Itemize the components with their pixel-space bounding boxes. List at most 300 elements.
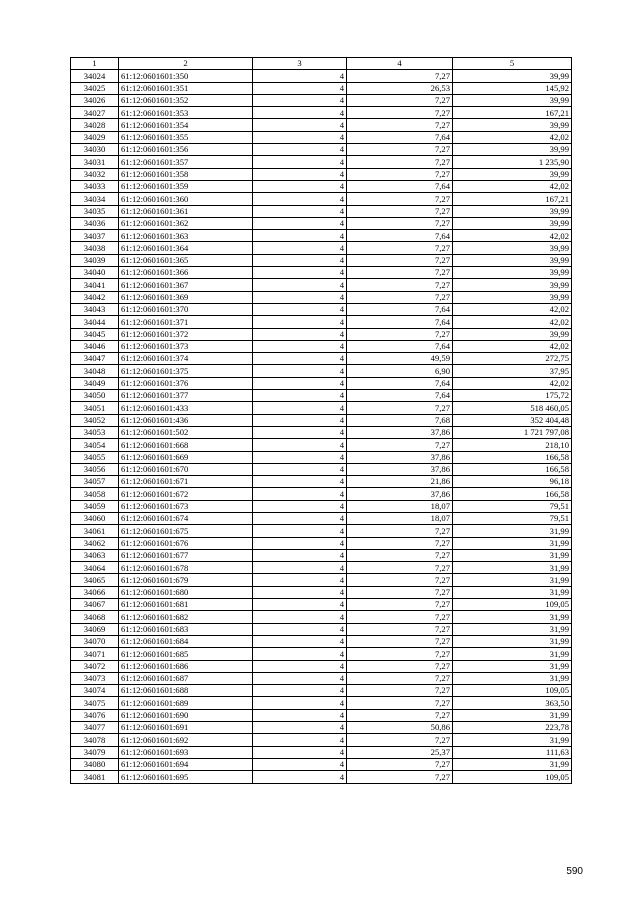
cadastral-number: 61:12:0601601:352 <box>119 94 253 106</box>
table-row <box>71 537 572 549</box>
amount-value: 96,18 <box>453 476 572 488</box>
row-number: 34072 <box>71 660 119 672</box>
table-row <box>71 709 572 721</box>
category-value: 4 <box>253 685 347 697</box>
row-number: 34056 <box>71 463 119 475</box>
cadastral-number: 61:12:0601601:359 <box>119 180 253 192</box>
row-number: 34081 <box>71 771 119 783</box>
rate-value: 7,27 <box>347 574 453 586</box>
rate-value: 7,27 <box>347 611 453 623</box>
cadastral-number: 61:12:0601601:691 <box>119 722 253 734</box>
rate-value: 7,64 <box>347 230 453 242</box>
row-number: 34055 <box>71 451 119 463</box>
amount-value: 79,51 <box>453 500 572 512</box>
rate-value: 7,27 <box>347 537 453 549</box>
row-number: 34048 <box>71 365 119 377</box>
rate-value: 7,27 <box>347 599 453 611</box>
cadastral-number: 61:12:0601601:692 <box>119 734 253 746</box>
table-row <box>71 648 572 660</box>
row-number: 34077 <box>71 722 119 734</box>
row-number: 34041 <box>71 279 119 291</box>
rate-value: 7,27 <box>347 402 453 414</box>
table-row <box>71 107 572 119</box>
category-value: 4 <box>253 119 347 131</box>
row-number: 34044 <box>71 316 119 328</box>
category-value: 4 <box>253 488 347 500</box>
cadastral-number: 61:12:0601601:358 <box>119 168 253 180</box>
data-table <box>70 57 572 784</box>
cadastral-number: 61:12:0601601:366 <box>119 267 253 279</box>
cadastral-number: 61:12:0601601:376 <box>119 377 253 389</box>
category-value: 4 <box>253 242 347 254</box>
amount-value: 109,05 <box>453 771 572 783</box>
rate-value: 7,68 <box>347 414 453 426</box>
category-value: 4 <box>253 525 347 537</box>
category-value: 4 <box>253 414 347 426</box>
rate-value: 7,27 <box>347 525 453 537</box>
row-number: 34028 <box>71 119 119 131</box>
amount-value: 166,58 <box>453 463 572 475</box>
row-number: 34033 <box>71 180 119 192</box>
amount-value: 39,99 <box>453 205 572 217</box>
category-value: 4 <box>253 230 347 242</box>
amount-value: 352 404,48 <box>453 414 572 426</box>
table-row <box>71 586 572 598</box>
cadastral-number: 61:12:0601601:354 <box>119 119 253 131</box>
table-row <box>71 340 572 352</box>
row-number: 34029 <box>71 131 119 143</box>
column-header-3: 3 <box>253 58 347 70</box>
category-value: 4 <box>253 623 347 635</box>
cadastral-number: 61:12:0601601:362 <box>119 217 253 229</box>
cadastral-number: 61:12:0601601:367 <box>119 279 253 291</box>
cadastral-number: 61:12:0601601:356 <box>119 144 253 156</box>
row-number: 34053 <box>71 426 119 438</box>
row-number: 34024 <box>71 70 119 82</box>
rate-value: 7,64 <box>347 131 453 143</box>
amount-value: 175,72 <box>453 390 572 402</box>
cadastral-number: 61:12:0601601:502 <box>119 426 253 438</box>
amount-value: 42,02 <box>453 131 572 143</box>
category-value: 4 <box>253 574 347 586</box>
row-number: 34069 <box>71 623 119 635</box>
category-value: 4 <box>253 586 347 598</box>
row-number: 34049 <box>71 377 119 389</box>
cadastral-number: 61:12:0601601:433 <box>119 402 253 414</box>
table-row <box>71 70 572 82</box>
table-row <box>71 279 572 291</box>
row-number: 34060 <box>71 512 119 524</box>
table-row <box>71 512 572 524</box>
category-value: 4 <box>253 512 347 524</box>
row-number: 34040 <box>71 267 119 279</box>
category-value: 4 <box>253 377 347 389</box>
rate-value: 37,86 <box>347 426 453 438</box>
cadastral-number: 61:12:0601601:361 <box>119 205 253 217</box>
row-number: 34073 <box>71 672 119 684</box>
amount-value: 145,92 <box>453 82 572 94</box>
category-value: 4 <box>253 131 347 143</box>
amount-value: 39,99 <box>453 168 572 180</box>
row-number: 34039 <box>71 254 119 266</box>
amount-value: 31,99 <box>453 623 572 635</box>
rate-value: 7,64 <box>347 340 453 352</box>
cadastral-number: 61:12:0601601:369 <box>119 291 253 303</box>
amount-value: 42,02 <box>453 316 572 328</box>
table-row <box>71 205 572 217</box>
table-row <box>71 328 572 340</box>
row-number: 34045 <box>71 328 119 340</box>
amount-value: 166,58 <box>453 451 572 463</box>
rate-value: 7,27 <box>347 697 453 709</box>
amount-value: 272,75 <box>453 353 572 365</box>
amount-value: 42,02 <box>453 377 572 389</box>
amount-value: 39,99 <box>453 242 572 254</box>
category-value: 4 <box>253 500 347 512</box>
amount-value: 31,99 <box>453 734 572 746</box>
row-number: 34068 <box>71 611 119 623</box>
row-number: 34025 <box>71 82 119 94</box>
table-row <box>71 562 572 574</box>
category-value: 4 <box>253 476 347 488</box>
amount-value: 79,51 <box>453 512 572 524</box>
table-row <box>71 463 572 475</box>
table-row <box>71 353 572 365</box>
cadastral-number: 61:12:0601601:676 <box>119 537 253 549</box>
amount-value: 31,99 <box>453 648 572 660</box>
rate-value: 7,27 <box>347 107 453 119</box>
cadastral-number: 61:12:0601601:364 <box>119 242 253 254</box>
rate-value: 7,27 <box>347 672 453 684</box>
table-row <box>71 574 572 586</box>
rate-value: 7,27 <box>347 94 453 106</box>
amount-value: 42,02 <box>453 180 572 192</box>
cadastral-number: 61:12:0601601:357 <box>119 156 253 168</box>
amount-value: 37,95 <box>453 365 572 377</box>
rate-value: 7,27 <box>347 623 453 635</box>
category-value: 4 <box>253 70 347 82</box>
amount-value: 42,02 <box>453 230 572 242</box>
category-value: 4 <box>253 254 347 266</box>
rate-value: 7,27 <box>347 586 453 598</box>
table-row <box>71 697 572 709</box>
amount-value: 39,99 <box>453 254 572 266</box>
cadastral-number: 61:12:0601601:695 <box>119 771 253 783</box>
category-value: 4 <box>253 291 347 303</box>
category-value: 4 <box>253 648 347 660</box>
rate-value: 25,37 <box>347 746 453 758</box>
rate-value: 50,86 <box>347 722 453 734</box>
row-number: 34046 <box>71 340 119 352</box>
cadastral-number: 61:12:0601601:371 <box>119 316 253 328</box>
table-row <box>71 119 572 131</box>
category-value: 4 <box>253 180 347 192</box>
amount-value: 223,78 <box>453 722 572 734</box>
row-number: 34067 <box>71 599 119 611</box>
table-row <box>71 451 572 463</box>
cadastral-number: 61:12:0601601:670 <box>119 463 253 475</box>
category-value: 4 <box>253 746 347 758</box>
amount-value: 31,99 <box>453 574 572 586</box>
rate-value: 7,27 <box>347 267 453 279</box>
table-row <box>71 476 572 488</box>
amount-value: 31,99 <box>453 758 572 770</box>
table-row <box>71 611 572 623</box>
cadastral-number: 61:12:0601601:669 <box>119 451 253 463</box>
cadastral-number: 61:12:0601601:688 <box>119 685 253 697</box>
category-value: 4 <box>253 168 347 180</box>
amount-value: 42,02 <box>453 340 572 352</box>
row-number: 34064 <box>71 562 119 574</box>
row-number: 34080 <box>71 758 119 770</box>
rate-value: 7,27 <box>347 635 453 647</box>
amount-value: 218,10 <box>453 439 572 451</box>
table-row <box>71 685 572 697</box>
row-number: 34042 <box>71 291 119 303</box>
category-value: 4 <box>253 328 347 340</box>
amount-value: 109,05 <box>453 599 572 611</box>
table-row <box>71 549 572 561</box>
category-value: 4 <box>253 353 347 365</box>
cadastral-number: 61:12:0601601:668 <box>119 439 253 451</box>
category-value: 4 <box>253 426 347 438</box>
row-number: 34037 <box>71 230 119 242</box>
row-number: 34079 <box>71 746 119 758</box>
row-number: 34032 <box>71 168 119 180</box>
rate-value: 18,07 <box>347 512 453 524</box>
cadastral-number: 61:12:0601601:360 <box>119 193 253 205</box>
category-value: 4 <box>253 107 347 119</box>
amount-value: 31,99 <box>453 660 572 672</box>
table-row <box>71 635 572 647</box>
category-value: 4 <box>253 156 347 168</box>
amount-value: 167,21 <box>453 107 572 119</box>
cadastral-number: 61:12:0601601:678 <box>119 562 253 574</box>
rate-value: 6,90 <box>347 365 453 377</box>
cadastral-number: 61:12:0601601:687 <box>119 672 253 684</box>
category-value: 4 <box>253 82 347 94</box>
rate-value: 7,27 <box>347 279 453 291</box>
rate-value: 7,27 <box>347 144 453 156</box>
cadastral-number: 61:12:0601601:690 <box>119 709 253 721</box>
cadastral-number: 61:12:0601601:685 <box>119 648 253 660</box>
category-value: 4 <box>253 340 347 352</box>
category-value: 4 <box>253 758 347 770</box>
category-value: 4 <box>253 697 347 709</box>
rate-value: 7,27 <box>347 328 453 340</box>
table-row <box>71 414 572 426</box>
category-value: 4 <box>253 549 347 561</box>
cadastral-number: 61:12:0601601:673 <box>119 500 253 512</box>
rate-value: 7,27 <box>347 70 453 82</box>
row-number: 34075 <box>71 697 119 709</box>
table-row <box>71 390 572 402</box>
row-number: 34074 <box>71 685 119 697</box>
category-value: 4 <box>253 709 347 721</box>
table-row <box>71 94 572 106</box>
category-value: 4 <box>253 562 347 574</box>
table-row <box>71 525 572 537</box>
cadastral-number: 61:12:0601601:375 <box>119 365 253 377</box>
cadastral-number: 61:12:0601601:680 <box>119 586 253 598</box>
category-value: 4 <box>253 94 347 106</box>
amount-value: 166,58 <box>453 488 572 500</box>
rate-value: 49,59 <box>347 353 453 365</box>
table-row <box>71 242 572 254</box>
cadastral-number: 61:12:0601601:374 <box>119 353 253 365</box>
table-row <box>71 168 572 180</box>
cadastral-number: 61:12:0601601:694 <box>119 758 253 770</box>
cadastral-number: 61:12:0601601:684 <box>119 635 253 647</box>
rate-value: 7,27 <box>347 562 453 574</box>
table-row <box>71 156 572 168</box>
row-number: 34057 <box>71 476 119 488</box>
page-number: 590 <box>566 866 583 877</box>
category-value: 4 <box>253 303 347 315</box>
cadastral-number: 61:12:0601601:350 <box>119 70 253 82</box>
rate-value: 7,27 <box>347 685 453 697</box>
cadastral-number: 61:12:0601601:682 <box>119 611 253 623</box>
amount-value: 31,99 <box>453 562 572 574</box>
cadastral-number: 61:12:0601601:681 <box>119 599 253 611</box>
table-row <box>71 303 572 315</box>
table-row <box>71 771 572 783</box>
category-value: 4 <box>253 193 347 205</box>
category-value: 4 <box>253 599 347 611</box>
column-header-1: 1 <box>71 58 119 70</box>
table-row <box>71 217 572 229</box>
row-number: 34034 <box>71 193 119 205</box>
table-row <box>71 500 572 512</box>
column-header-2: 2 <box>119 58 253 70</box>
table-row <box>71 402 572 414</box>
row-number: 34058 <box>71 488 119 500</box>
cadastral-number: 61:12:0601601:365 <box>119 254 253 266</box>
rate-value: 7,27 <box>347 549 453 561</box>
rate-value: 21,86 <box>347 476 453 488</box>
rate-value: 7,64 <box>347 390 453 402</box>
rate-value: 7,27 <box>347 205 453 217</box>
rate-value: 7,27 <box>347 168 453 180</box>
category-value: 4 <box>253 316 347 328</box>
category-value: 4 <box>253 611 347 623</box>
table-row <box>71 672 572 684</box>
cadastral-number: 61:12:0601601:674 <box>119 512 253 524</box>
rate-value: 7,27 <box>347 758 453 770</box>
amount-value: 31,99 <box>453 586 572 598</box>
category-value: 4 <box>253 451 347 463</box>
table-row <box>71 144 572 156</box>
cadastral-number: 61:12:0601601:679 <box>119 574 253 586</box>
rate-value: 37,86 <box>347 488 453 500</box>
table-row <box>71 82 572 94</box>
category-value: 4 <box>253 672 347 684</box>
table-body <box>71 70 572 783</box>
category-value: 4 <box>253 722 347 734</box>
rate-value: 7,64 <box>347 303 453 315</box>
table-row <box>71 734 572 746</box>
amount-value: 39,99 <box>453 291 572 303</box>
amount-value: 31,99 <box>453 525 572 537</box>
row-number: 34031 <box>71 156 119 168</box>
row-number: 34038 <box>71 242 119 254</box>
table-row <box>71 316 572 328</box>
column-header-5: 5 <box>453 58 572 70</box>
rate-value: 7,64 <box>347 316 453 328</box>
cadastral-number: 61:12:0601601:683 <box>119 623 253 635</box>
row-number: 34063 <box>71 549 119 561</box>
category-value: 4 <box>253 267 347 279</box>
row-number: 34051 <box>71 402 119 414</box>
table-row <box>71 254 572 266</box>
rate-value: 37,86 <box>347 451 453 463</box>
table-row <box>71 758 572 770</box>
rate-value: 7,27 <box>347 254 453 266</box>
rate-value: 7,27 <box>347 156 453 168</box>
amount-value: 39,99 <box>453 328 572 340</box>
row-number: 34035 <box>71 205 119 217</box>
cadastral-number: 61:12:0601601:353 <box>119 107 253 119</box>
row-number: 34026 <box>71 94 119 106</box>
amount-value: 31,99 <box>453 549 572 561</box>
amount-value: 39,99 <box>453 144 572 156</box>
amount-value: 363,50 <box>453 697 572 709</box>
table-row <box>71 291 572 303</box>
row-number: 34043 <box>71 303 119 315</box>
row-number: 34065 <box>71 574 119 586</box>
cadastral-number: 61:12:0601601:672 <box>119 488 253 500</box>
table-row <box>71 660 572 672</box>
row-number: 34078 <box>71 734 119 746</box>
cadastral-number: 61:12:0601601:686 <box>119 660 253 672</box>
table-row <box>71 722 572 734</box>
table-row <box>71 377 572 389</box>
table-row <box>71 180 572 192</box>
category-value: 4 <box>253 205 347 217</box>
rate-value: 7,27 <box>347 217 453 229</box>
table-row <box>71 131 572 143</box>
cadastral-number: 61:12:0601601:671 <box>119 476 253 488</box>
rate-value: 7,27 <box>347 193 453 205</box>
cadastral-number: 61:12:0601601:689 <box>119 697 253 709</box>
cadastral-number: 61:12:0601601:436 <box>119 414 253 426</box>
row-number: 34062 <box>71 537 119 549</box>
cadastral-number: 61:12:0601601:351 <box>119 82 253 94</box>
row-number: 34052 <box>71 414 119 426</box>
rate-value: 7,27 <box>347 648 453 660</box>
row-number: 34066 <box>71 586 119 598</box>
row-number: 34059 <box>71 500 119 512</box>
category-value: 4 <box>253 734 347 746</box>
category-value: 4 <box>253 402 347 414</box>
row-number: 34054 <box>71 439 119 451</box>
category-value: 4 <box>253 390 347 402</box>
column-header-4: 4 <box>347 58 453 70</box>
rate-value: 7,27 <box>347 660 453 672</box>
rate-value: 7,27 <box>347 734 453 746</box>
amount-value: 1 721 797,08 <box>453 426 572 438</box>
rate-value: 7,64 <box>347 377 453 389</box>
category-value: 4 <box>253 771 347 783</box>
cadastral-number: 61:12:0601601:372 <box>119 328 253 340</box>
row-number: 34047 <box>71 353 119 365</box>
category-value: 4 <box>253 365 347 377</box>
row-number: 34070 <box>71 635 119 647</box>
table-row <box>71 488 572 500</box>
table-row <box>71 267 572 279</box>
rate-value: 7,27 <box>347 242 453 254</box>
row-number: 34030 <box>71 144 119 156</box>
